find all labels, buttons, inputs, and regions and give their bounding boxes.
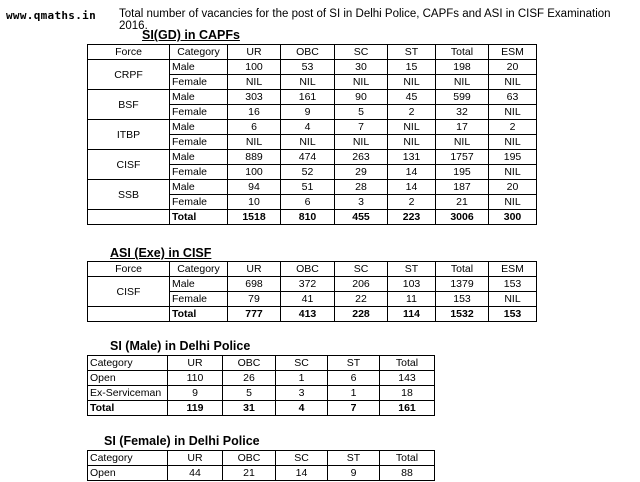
table-cell: 21 [436, 195, 489, 210]
total-row [88, 210, 537, 225]
category-cell: Female [170, 195, 228, 210]
column-header: Total [380, 451, 435, 466]
force-name: BSF [88, 90, 170, 120]
si-male-vacancy-table [87, 355, 435, 416]
table-cell: 2 [388, 195, 436, 210]
category-cell: Ex-Serviceman [88, 386, 168, 401]
category-cell: Male [170, 180, 228, 195]
column-header: UR [228, 262, 281, 277]
column-header: SC [276, 356, 328, 371]
column-header: UR [168, 451, 223, 466]
total-cell: 455 [335, 210, 388, 225]
table-cell: 14 [276, 466, 328, 481]
column-header: ST [328, 356, 380, 371]
asi-vacancy-table [87, 261, 537, 322]
table-cell: 94 [228, 180, 281, 195]
table-cell: 41 [281, 292, 335, 307]
column-header: OBC [223, 356, 276, 371]
column-header: Category [170, 262, 228, 277]
column-header: SC [335, 262, 388, 277]
table-cell: 198 [436, 60, 489, 75]
table-cell: 52 [281, 165, 335, 180]
table-cell: NIL [436, 75, 489, 90]
table-cell: NIL [281, 135, 335, 150]
column-header: ESM [489, 262, 537, 277]
blank-cell [88, 307, 170, 322]
category-cell: Female [170, 292, 228, 307]
table-row [88, 277, 537, 292]
column-header: SC [335, 45, 388, 60]
blank-cell [88, 210, 170, 225]
category-cell: Male [170, 150, 228, 165]
table-cell: 303 [228, 90, 281, 105]
column-header: ST [388, 45, 436, 60]
table-row [88, 466, 435, 481]
table-cell: 26 [223, 371, 276, 386]
force-name: CRPF [88, 60, 170, 90]
total-cell: 1518 [228, 210, 281, 225]
table-cell: 21 [223, 466, 276, 481]
total-cell: 31 [223, 401, 276, 416]
table-row [88, 60, 537, 75]
table-cell: NIL [228, 135, 281, 150]
total-cell: 413 [281, 307, 335, 322]
category-cell: Male [170, 90, 228, 105]
column-header: SC [276, 451, 328, 466]
table-cell: 131 [388, 150, 436, 165]
table-cell: 9 [168, 386, 223, 401]
table-cell: 6 [328, 371, 380, 386]
table-cell: 14 [388, 165, 436, 180]
table-cell: NIL [388, 120, 436, 135]
table-cell: 11 [388, 292, 436, 307]
table-cell: NIL [436, 135, 489, 150]
si-female-title: SI (Female) in Delhi Police [104, 434, 260, 448]
total-cell: 161 [380, 401, 435, 416]
category-cell: Female [170, 165, 228, 180]
column-header: Force [88, 45, 170, 60]
table-cell: 698 [228, 277, 281, 292]
table-cell: 32 [436, 105, 489, 120]
table-cell: 263 [335, 150, 388, 165]
category-cell: Open [88, 371, 168, 386]
table-cell: 110 [168, 371, 223, 386]
column-header: Total [380, 356, 435, 371]
table-cell: 79 [228, 292, 281, 307]
table-cell: NIL [489, 165, 537, 180]
table-cell: 30 [335, 60, 388, 75]
column-header: Category [88, 356, 168, 371]
table-cell: NIL [489, 75, 537, 90]
category-cell: Female [170, 105, 228, 120]
table-cell: 9 [281, 105, 335, 120]
force-name: ITBP [88, 120, 170, 150]
column-header: ESM [489, 45, 537, 60]
column-header: Force [88, 262, 170, 277]
table-cell: 63 [489, 90, 537, 105]
table-row [88, 386, 435, 401]
asi-title: ASI (Exe) in CISF [110, 246, 212, 260]
table-row [88, 180, 537, 195]
column-header: OBC [281, 262, 335, 277]
table-cell: 1 [276, 371, 328, 386]
category-cell: Open [88, 466, 168, 481]
table-cell: 1379 [436, 277, 489, 292]
table-cell: NIL [489, 135, 537, 150]
table-row [88, 371, 435, 386]
capf-title: SI(GD) in CAPFs [142, 28, 240, 42]
table-cell: NIL [335, 135, 388, 150]
total-cell: 223 [388, 210, 436, 225]
table-cell: NIL [489, 105, 537, 120]
table-cell: 1757 [436, 150, 489, 165]
category-cell: Female [170, 75, 228, 90]
total-cell: 119 [168, 401, 223, 416]
column-header: OBC [281, 45, 335, 60]
table-cell: 103 [388, 277, 436, 292]
table-cell: 18 [380, 386, 435, 401]
table-cell: 3 [276, 386, 328, 401]
table-row [88, 90, 537, 105]
total-cell: 153 [489, 307, 537, 322]
table-cell: 889 [228, 150, 281, 165]
table-row [88, 150, 537, 165]
table-cell: NIL [388, 135, 436, 150]
capf-vacancy-table [87, 44, 537, 225]
header-row [88, 262, 537, 277]
table-cell: 599 [436, 90, 489, 105]
table-cell: NIL [489, 292, 537, 307]
table-cell: 17 [436, 120, 489, 135]
force-name: CISF [88, 277, 170, 307]
table-cell: 6 [228, 120, 281, 135]
category-cell: Female [170, 135, 228, 150]
table-cell: NIL [335, 75, 388, 90]
force-name: SSB [88, 180, 170, 210]
table-cell: 3 [335, 195, 388, 210]
table-cell: 44 [168, 466, 223, 481]
total-cell: 4 [276, 401, 328, 416]
category-cell: Male [170, 277, 228, 292]
total-cell: 810 [281, 210, 335, 225]
column-header: UR [228, 45, 281, 60]
total-cell: 228 [335, 307, 388, 322]
table-cell: 10 [228, 195, 281, 210]
table-cell: 206 [335, 277, 388, 292]
table-cell: 20 [489, 180, 537, 195]
table-row [88, 120, 537, 135]
table-cell: 5 [335, 105, 388, 120]
si-male-title: SI (Male) in Delhi Police [110, 339, 251, 353]
table-cell: 15 [388, 60, 436, 75]
column-header: ST [328, 451, 380, 466]
total-row [88, 307, 537, 322]
table-cell: 372 [281, 277, 335, 292]
category-cell: Male [170, 60, 228, 75]
table-cell: 28 [335, 180, 388, 195]
site-url: www.qmaths.in [6, 9, 96, 22]
column-header: Total [436, 262, 489, 277]
table-cell: 100 [228, 165, 281, 180]
table-cell: 9 [328, 466, 380, 481]
table-cell: 100 [228, 60, 281, 75]
table-cell: 143 [380, 371, 435, 386]
table-cell: 16 [228, 105, 281, 120]
table-cell: 14 [388, 180, 436, 195]
table-cell: 161 [281, 90, 335, 105]
table-cell: 2 [388, 105, 436, 120]
total-cell: 300 [489, 210, 537, 225]
column-header: Total [436, 45, 489, 60]
total-cell: 7 [328, 401, 380, 416]
column-header: Category [170, 45, 228, 60]
total-cell: 114 [388, 307, 436, 322]
column-header: ST [388, 262, 436, 277]
table-cell: 53 [281, 60, 335, 75]
column-header: OBC [223, 451, 276, 466]
table-cell: 4 [281, 120, 335, 135]
table-cell: 2 [489, 120, 537, 135]
table-cell: 187 [436, 180, 489, 195]
total-cell: 3006 [436, 210, 489, 225]
total-cell: 777 [228, 307, 281, 322]
table-cell: NIL [388, 75, 436, 90]
page-heading: Total number of vacancies for the post of SI in Delhi Police, CAPFs and ASI in CISF Examination 2016. [119, 8, 611, 32]
table-cell: 153 [489, 277, 537, 292]
table-cell: 45 [388, 90, 436, 105]
total-cell: 1532 [436, 307, 489, 322]
column-header: Category [88, 451, 168, 466]
total-row [88, 401, 435, 416]
table-cell: NIL [489, 195, 537, 210]
total-label: Total [170, 210, 228, 225]
table-cell: 29 [335, 165, 388, 180]
table-cell: 88 [380, 466, 435, 481]
table-cell: 6 [281, 195, 335, 210]
header-row [88, 356, 435, 371]
table-cell: 7 [335, 120, 388, 135]
table-cell: 5 [223, 386, 276, 401]
table-cell: 1 [328, 386, 380, 401]
column-header: UR [168, 356, 223, 371]
table-cell: 195 [489, 150, 537, 165]
table-cell: NIL [281, 75, 335, 90]
total-label: Total [88, 401, 168, 416]
force-name: CISF [88, 150, 170, 180]
table-cell: 474 [281, 150, 335, 165]
table-cell: 153 [436, 292, 489, 307]
table-cell: 195 [436, 165, 489, 180]
header-row [88, 45, 537, 60]
header-row [88, 451, 435, 466]
category-cell: Male [170, 120, 228, 135]
table-cell: 20 [489, 60, 537, 75]
table-cell: NIL [228, 75, 281, 90]
table-cell: 51 [281, 180, 335, 195]
table-cell: 90 [335, 90, 388, 105]
table-cell: 22 [335, 292, 388, 307]
total-label: Total [170, 307, 228, 322]
si-female-vacancy-table [87, 450, 435, 481]
